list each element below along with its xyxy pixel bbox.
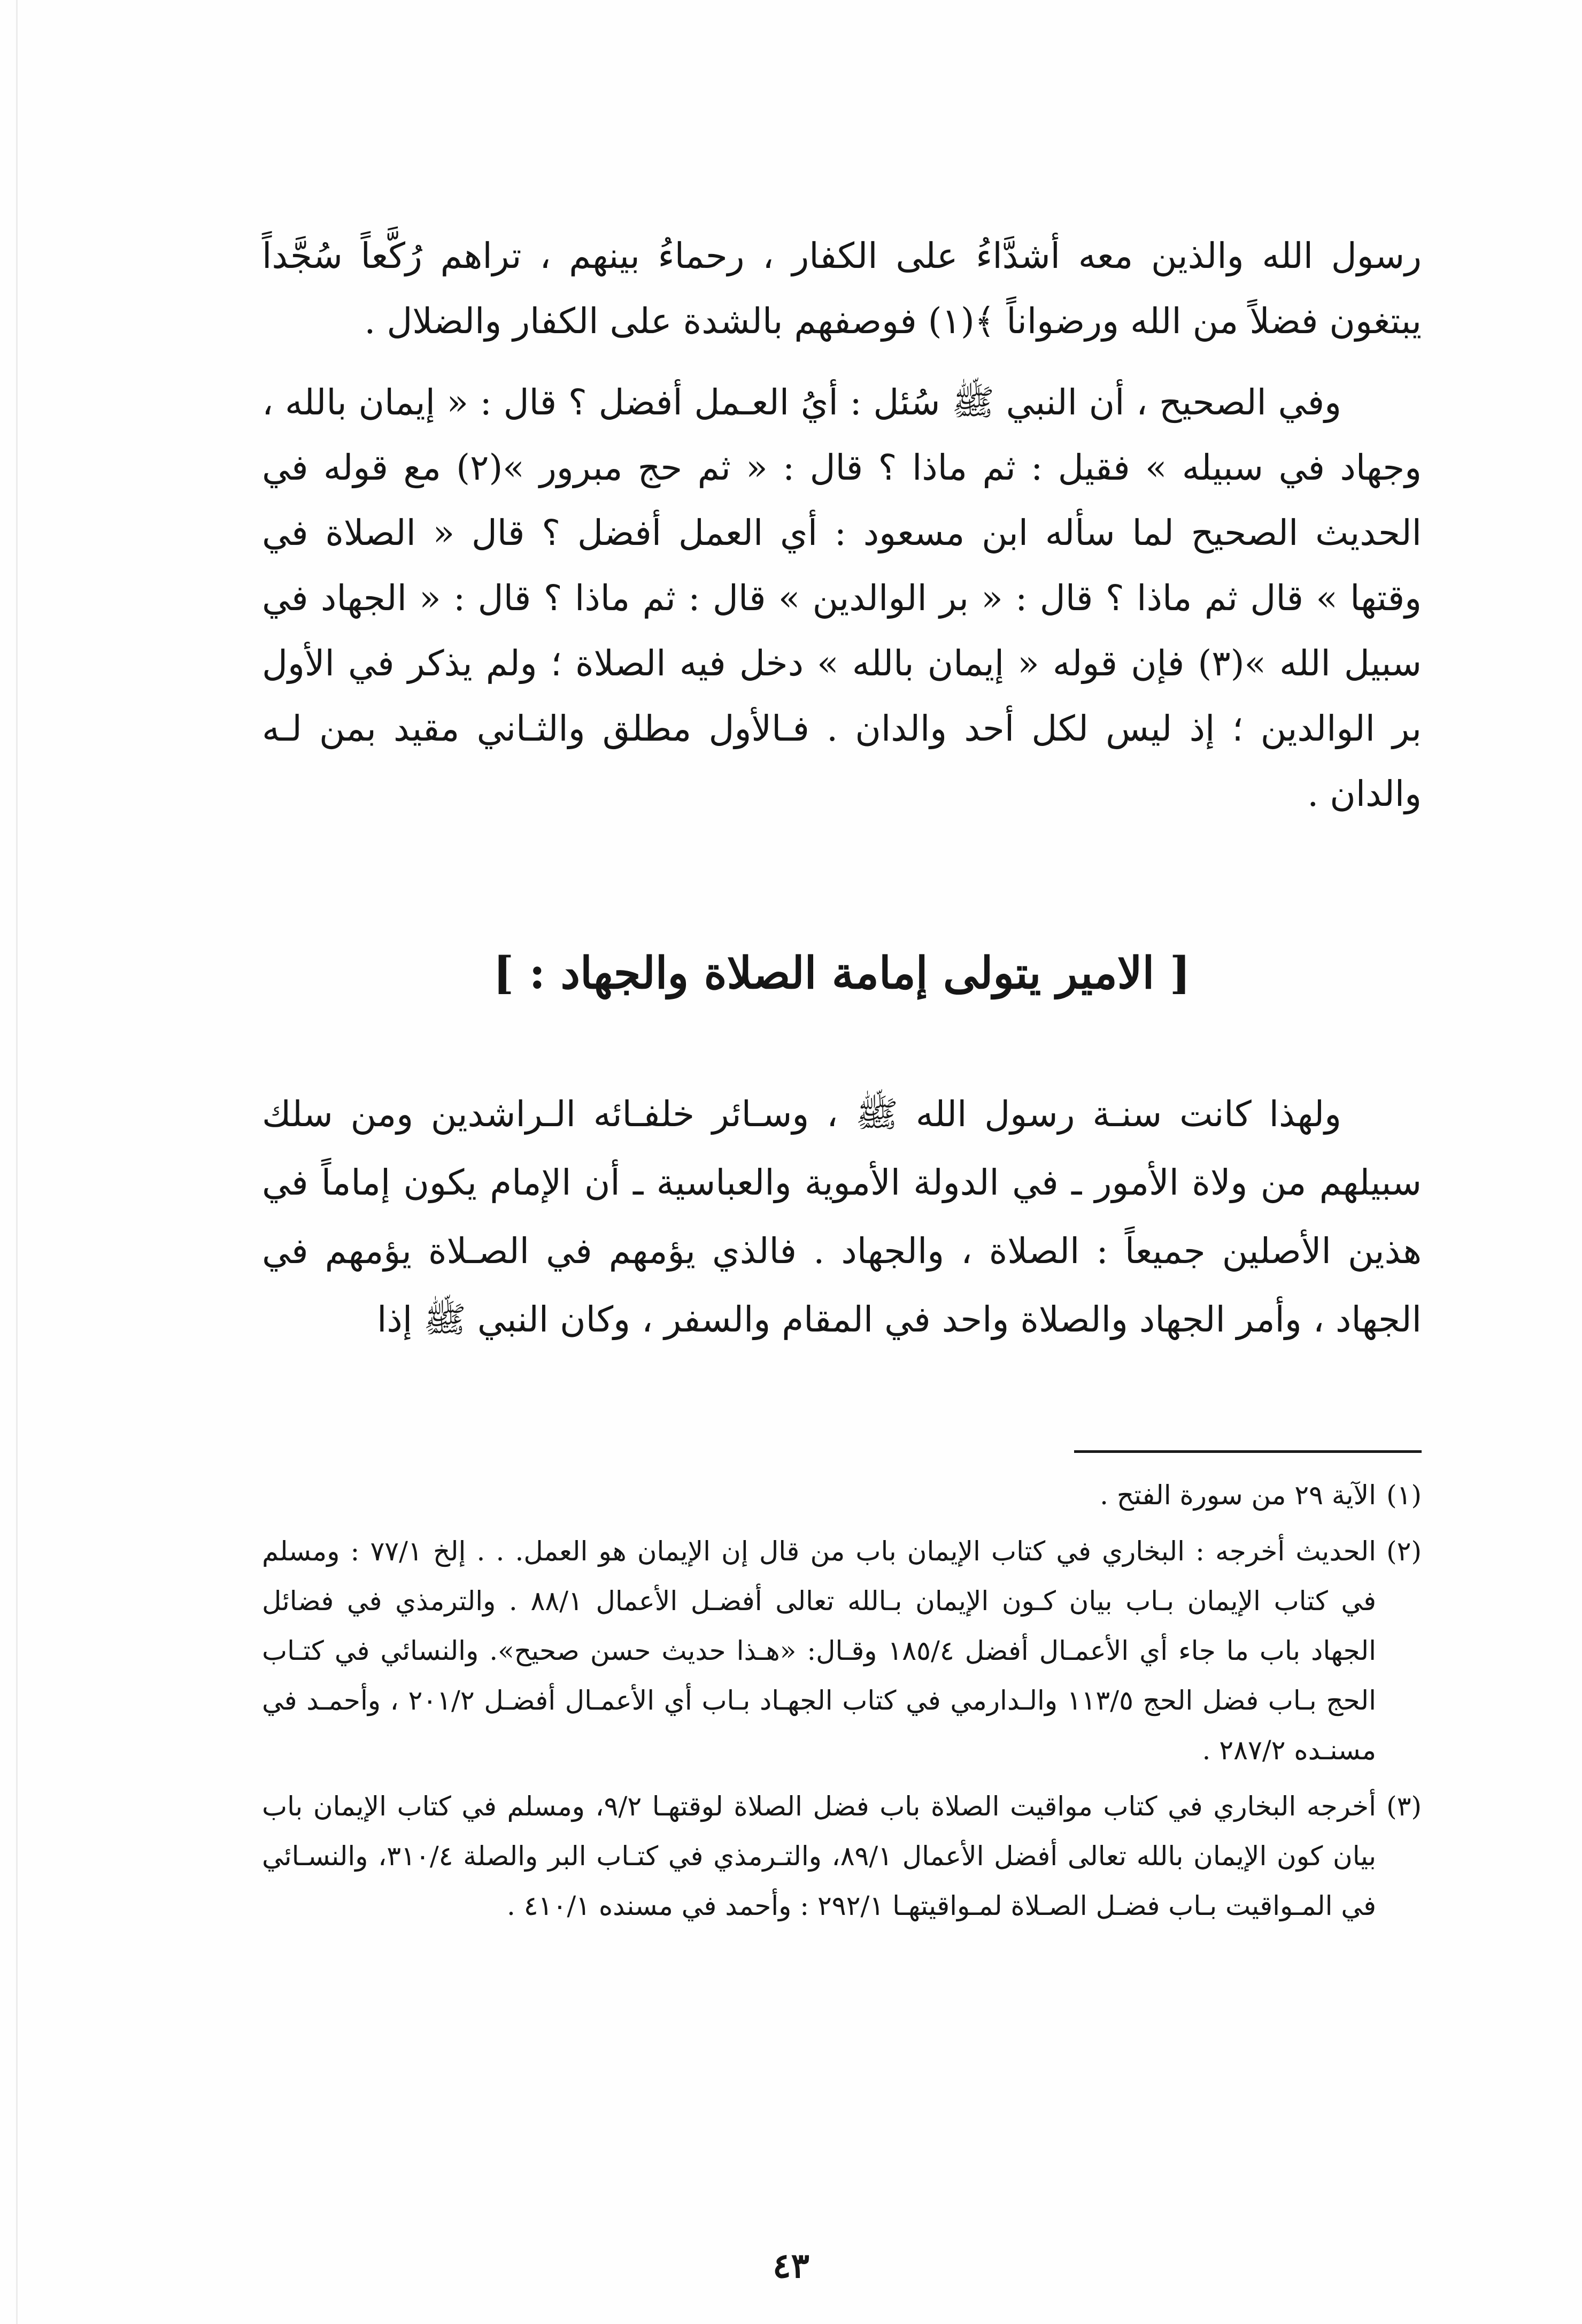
footnote-number: (١) <box>1386 1480 1422 1511</box>
footnote-text: أخرجه البخاري في كتاب مواقيت الصلاة باب فضل الصلاة لوقتهـا ٩/٢، ومسلم في كتاب الإيمان باب بيان كون الإيمان بالله تعالى أفضل الأعمال ٨٩/١، والتـرمذي في كتـاب البر والصلة ٣١٠/٤، والنسـائي في المـواقيت بـاب فضـل الصـلاة لمـواقيتهـا ٢٩٢/١ : وأحمد في مسنده ٤١٠/١ . <box>262 1791 1376 1921</box>
scan-edge <box>16 0 18 2324</box>
footnote-text: الآية ٢٩ من سورة الفتح . <box>1100 1480 1376 1511</box>
section-heading: [ الامير يتولى إمامة الصلاة والجهاد : ] <box>493 948 1191 999</box>
paragraph-hadith-best-deeds: وفي الصحيح ، أن النبي ﷺ سُئل : أيُ العـمل أفضل ؟ قال : « إيمان بالله ، وجهاد في سبيله » فقيل : ثم ماذا ؟ قال : « ثم حج مبرور »(٢) مع قوله في الحديث الصحيح لما سأله ابن مسعود : أي العمل أفضل ؟ قال « الصلاة في وقتها » قال ثم ماذا ؟ قال : « بر الوالدين » قال : ثم ماذا ؟ قال : « الجهاد في سبيل الله »(٣) فإن قوله « إيمان بالله » دخل فيه الصلاة ؛ ولم يذكر في الأول بر الوالدين ؛ إذ ليس لكل أحد والدان . فـالأول مطلق والثـاني مقيد بمن لـه والدان . <box>262 382 1422 814</box>
section-text-block <box>262 1080 1422 1354</box>
paragraph-quran-continuation: رسول الله والذين معه أشدَّاءُ على الكفار ، رحماءُ بينهم ، تراهم رُكَّعاً سُجَّداً يبتغون فضلاً من الله ورضواناً ﴾(١) فوصفهم بالشدة على الكفار والضلال . <box>262 235 1422 342</box>
footnote-1 <box>262 1471 1422 1520</box>
footnote-2 <box>262 1527 1422 1775</box>
top-text-block <box>262 224 1422 827</box>
footnote-3 <box>262 1782 1422 1931</box>
footnote-number: (٣) <box>1386 1791 1422 1822</box>
footnote-text: الحديث أخرجه : البخاري في كتاب الإيمان باب من قال إن الإيمان هو العمل. . . إلخ ٧٧/١ : ومسلم في كتاب الإيمان بـاب بيان كـون الإيمان بـالله تعالى أفضـل الأعمال ٨٨/١ . والترمذي في فضائل الجهاد باب ما جاء أي الأعمـال أفضل ١٨٥/٤ وقـال: «هـذا حديث حسن صحيح». والنسائي في كتـاب الحج بـاب فضل الحج ١١٣/٥ والـدارمي في كتاب الجهـاد بـاب أي الأعمـال أفضـل ٢٠١/٢ ، وأحمـد في مسنـده ٢٨٧/٢ . <box>262 1536 1377 1766</box>
page-number: ٤٣ <box>773 2246 809 2286</box>
paragraph-imam-prayer-jihad: ولهذا كانت سنـة رسول الله ﷺ ، وسـائر خلفـائه الـراشدين ومن سلك سبيلهم من ولاة الأمور ـ في الدولة الأموية والعباسية ـ أن الإمام يكون إماماً في هذين الأصلين جميعاً : الصلاة ، والجهاد . فالذي يؤمهم في الصـلاة يؤمهم في الجهاد ، وأمر الجهاد والصلاة واحد في المقام والسفر ، وكان النبي ﷺ إذا <box>262 1094 1422 1340</box>
footnotes <box>262 1471 1422 1937</box>
footnote-divider <box>1074 1450 1422 1453</box>
footnote-number: (٢) <box>1386 1536 1422 1567</box>
